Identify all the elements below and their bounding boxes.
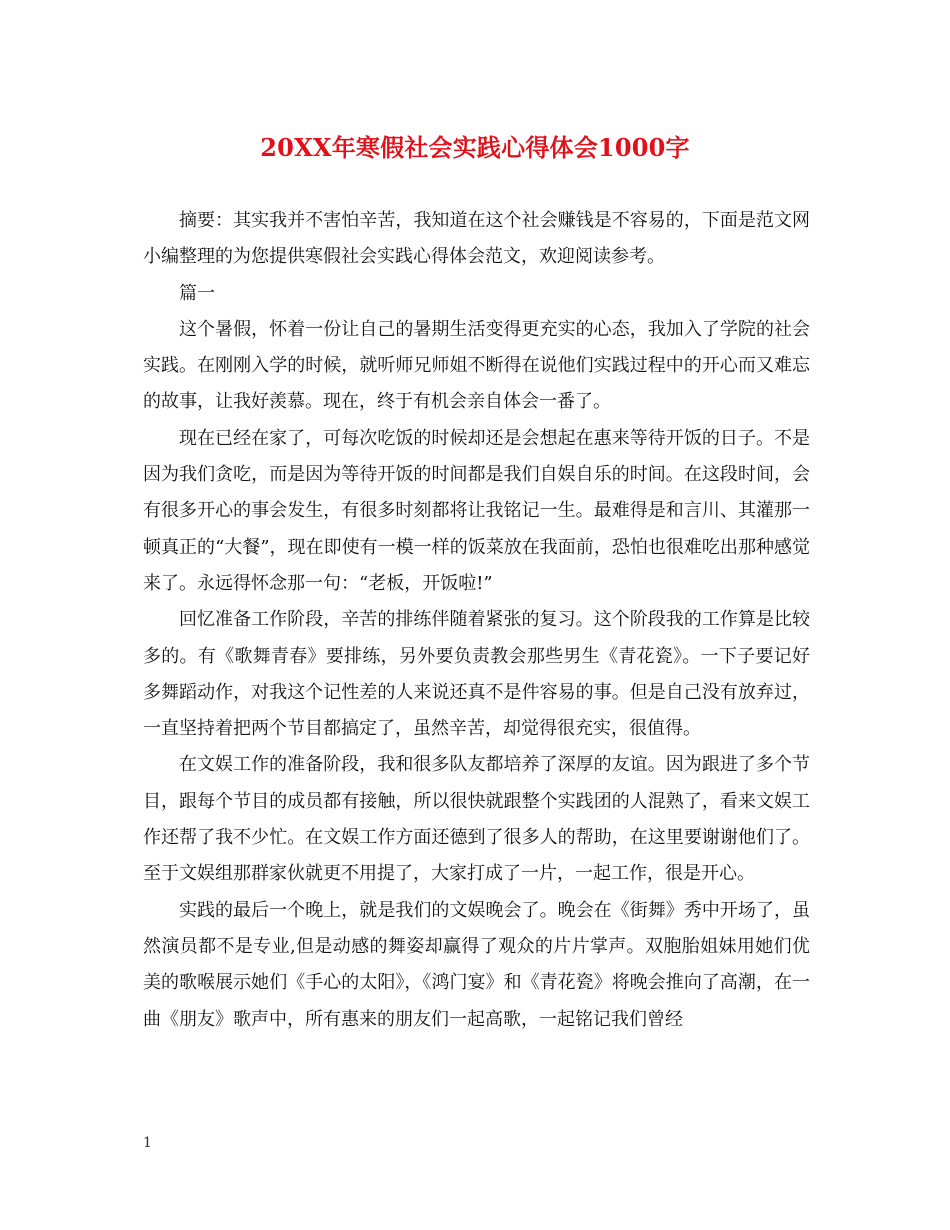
paragraph-section-heading: 篇一: [179, 282, 215, 304]
page-number: 1: [143, 1135, 152, 1151]
paragraph: 在文娱工作的准备阶段，我和很多队友都培养了深厚的友谊。因为跟进了多个节目，跟每个节目的成员都有接触，所以很快就跟整个实践团的人混熟了，看来文娱工作还帮了我不少忙。在文娱工作方面还德到了很多人的帮助，在这里要谢谢他们了。至于文娱组那群家伙就更不用提了，大家打成了一片，一起工作，很是开心。: [143, 754, 810, 885]
paragraph: 这个暑假，怀着一份让自己的暑期生活变得更充实的心态，我加入了学院的社会实践。在刚刚入学的时候，就听师兄师姐不断得在说他们实践过程中的开心而又难忘的故事，让我好羡慕。现在，终于有机会亲自体会一番了。: [143, 318, 810, 413]
paragraph-abstract: 摘要：其实我并不害怕辛苦，我知道在这个社会赚钱是不容易的，下面是范文网小编整理的为您提供寒假社会实践心得体会范文，欢迎阅读参考。: [143, 210, 810, 268]
paragraph: 回忆准备工作阶段，辛苦的排练伴随着紧张的复习。这个阶段我的工作算是比较多的。有《歌舞青春》要排练，另外要负责教会那些男生《青花瓷》。一下子要记好多舞蹈动作，对我这个记性差的人来说还真不是件容易的事。但是自己没有放弃过，一直坚持着把两个节目都搞定了，虽然辛苦，却觉得很充实，很值得。: [143, 609, 810, 740]
document-body: [143, 203, 810, 1038]
paragraph: 实践的最后一个晚上，就是我们的文娱晚会了。晚会在《街舞》秀中开场了，虽然演员都不是专业,但是动感的舞姿却赢得了观众的片片掌声。双胞胎姐妹用她们优美的歌喉展示她们《手心的太阳》，《鸿门宴》和《青花瓷》将晚会推向了高潮，在一曲《朋友》歌声中，所有惠来的朋友们一起高歌，一起铭记我们曾经: [143, 899, 810, 1030]
document-title: 20XX年寒假社会实践心得体会1000字: [260, 133, 690, 162]
paragraph: 现在已经在家了，可每次吃饭的时候却还是会想起在惠来等待开饭的日子。不是因为我们贪吃，而是因为等待开饭的时间都是我们自娱自乐的时间。在这段时间，会有很多开心的事会发生，有很多时刻都将让我铭记一生。最难得是和言川、其灌那一顿真正的“大餐”，现在即使有一模一样的饭菜放在我面前，恐怕也很难吃出那种感觉来了。永远得怀念那一句：“老板，开饭啦!”: [143, 427, 810, 594]
